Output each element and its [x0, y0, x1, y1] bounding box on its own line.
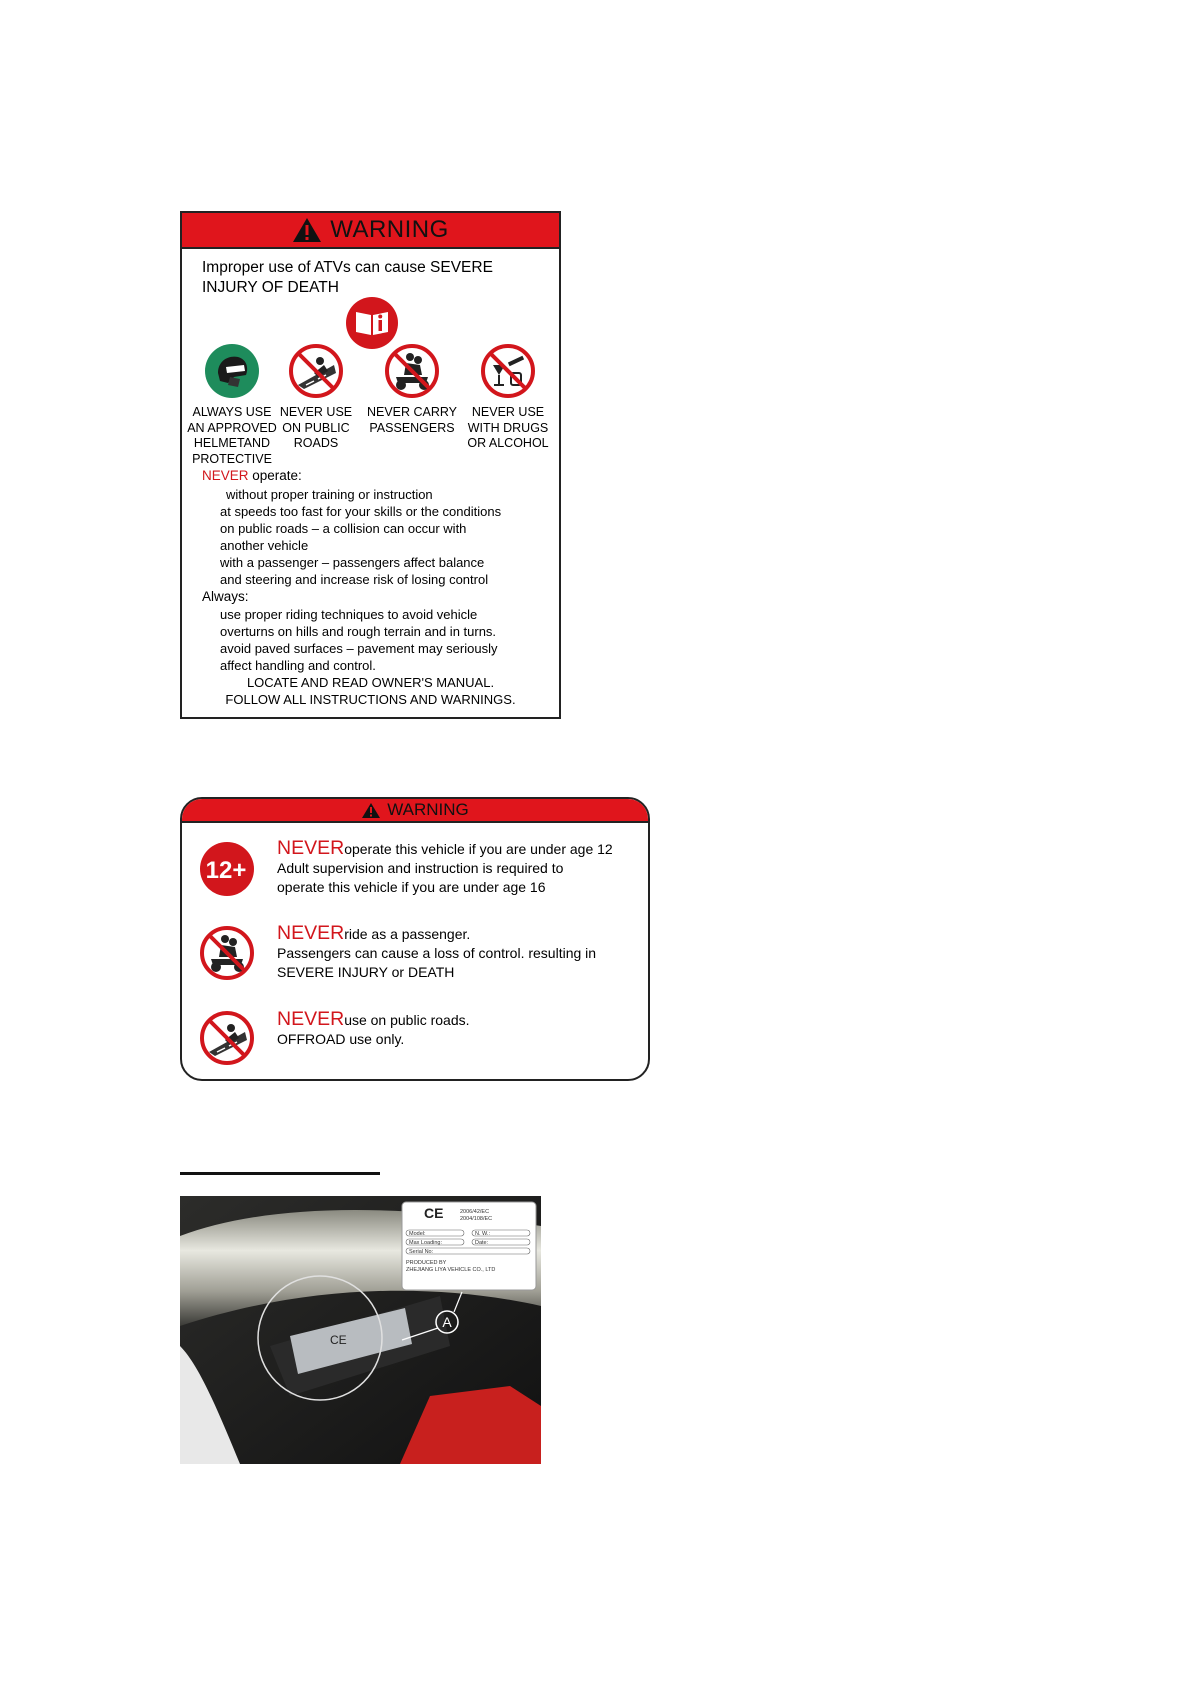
- icon-caption-passengers: NEVER CARRY PASSENGERS: [366, 405, 458, 435]
- age-12-icon: [199, 841, 255, 897]
- always-item: use proper riding techniques to avoid vehicle: [220, 607, 478, 622]
- row-passenger-line: Passengers can cause a loss of control. resulting in: [277, 945, 597, 961]
- always-item: overturns on hills and rough terrain and in turns.: [220, 624, 497, 639]
- helmet-icon: [204, 343, 260, 399]
- no-drugs-alcohol-icon: [480, 343, 536, 399]
- warning-header-text: WARNING: [330, 216, 449, 243]
- age-passenger-warning-label: [180, 797, 650, 1081]
- callout-a-label: A: [442, 1314, 452, 1330]
- row-age-line: Adult supervision and instruction is required to: [277, 860, 564, 876]
- always-item: avoid paved surfaces – pavement may seriously: [220, 641, 498, 656]
- no-public-roads-icon: [288, 343, 344, 399]
- warning-triangle-icon: [292, 217, 322, 243]
- icon-caption-drugs: NEVER USE WITH DRUGS OR ALCOHOL: [467, 405, 549, 450]
- never-item: at speeds too fast for your skills or the conditions: [220, 504, 502, 519]
- section-heading-underline: [180, 1172, 380, 1175]
- no-public-roads-icon: [199, 1010, 255, 1066]
- row-roads-never: NEVERuse on public roads.: [277, 1008, 470, 1030]
- warning-triangle-icon: [361, 802, 381, 819]
- svg-text:Model:: Model:: [409, 1231, 426, 1237]
- row-age-line: operate this vehicle if you are under age 16: [277, 879, 546, 895]
- never-item: on public roads – a collision can occur with: [220, 521, 467, 536]
- svg-text:Max Loading:: Max Loading:: [409, 1240, 443, 1246]
- always-item: affect handling and control.: [220, 658, 376, 673]
- age-badge-text: 12+: [205, 857, 247, 884]
- svg-text:N. W.:: N. W.:: [475, 1231, 490, 1237]
- footer-line-manual: LOCATE AND READ OWNER'S MANUAL.: [246, 675, 495, 690]
- photo-illustration: [180, 1196, 541, 1464]
- icon-caption-helmet: ALWAYS USE AN APPROVED HELMETAND PROTECTIVE: [187, 405, 277, 466]
- always-heading: Always:: [202, 589, 249, 604]
- warning-header: [182, 213, 559, 249]
- svg-text:2006/42/EC: 2006/42/EC: [460, 1209, 490, 1215]
- row-age-never: NEVERoperate this vehicle if you are under age 12: [277, 837, 613, 859]
- svg-text:PRODUCED BY: PRODUCED BY: [406, 1260, 447, 1266]
- icon-caption-roads: NEVER USE ON PUBLIC ROADS: [279, 405, 353, 450]
- svg-text:2004/108/EC: 2004/108/EC: [460, 1216, 493, 1222]
- svg-text:Date:: Date:: [475, 1240, 489, 1246]
- never-item: another vehicle: [220, 538, 309, 553]
- no-passengers-icon: [384, 343, 440, 399]
- footer-line-instructions: FOLLOW ALL INSTRUCTIONS AND WARNINGS.: [225, 692, 516, 707]
- never-item: and steering and increase risk of losing control: [220, 572, 489, 587]
- row-passenger-never: NEVERride as a passenger.: [277, 922, 471, 944]
- read-manual-icon: [345, 296, 399, 350]
- warning-header-text: WARNING: [387, 800, 469, 819]
- svg-text:Serial No:: Serial No:: [409, 1249, 434, 1255]
- warning-header: [182, 799, 648, 823]
- row-passenger-line: SEVERE INJURY or DEATH: [277, 964, 455, 980]
- serial-plate-location-photo: [180, 1196, 541, 1464]
- tube-ce-mark: CE: [330, 1333, 347, 1347]
- svg-text:ZHEJIANG LIYA VEHICLE CO., LTD: ZHEJIANG LIYA VEHICLE CO., LTD: [406, 1267, 496, 1273]
- no-passengers-icon: [199, 925, 255, 981]
- intro-text: Improper use of ATVs can cause SEVERE INJURY OF DEATH: [202, 259, 493, 296]
- never-operate-heading: NEVER operate:: [202, 468, 302, 483]
- row-roads-line: OFFROAD use only.: [277, 1031, 405, 1047]
- atv-warning-label-main: [180, 211, 561, 719]
- never-item: with a passenger – passengers affect balance: [220, 555, 485, 570]
- ce-mark-icon: CE: [424, 1205, 444, 1221]
- never-item: without proper training or instruction: [226, 487, 433, 502]
